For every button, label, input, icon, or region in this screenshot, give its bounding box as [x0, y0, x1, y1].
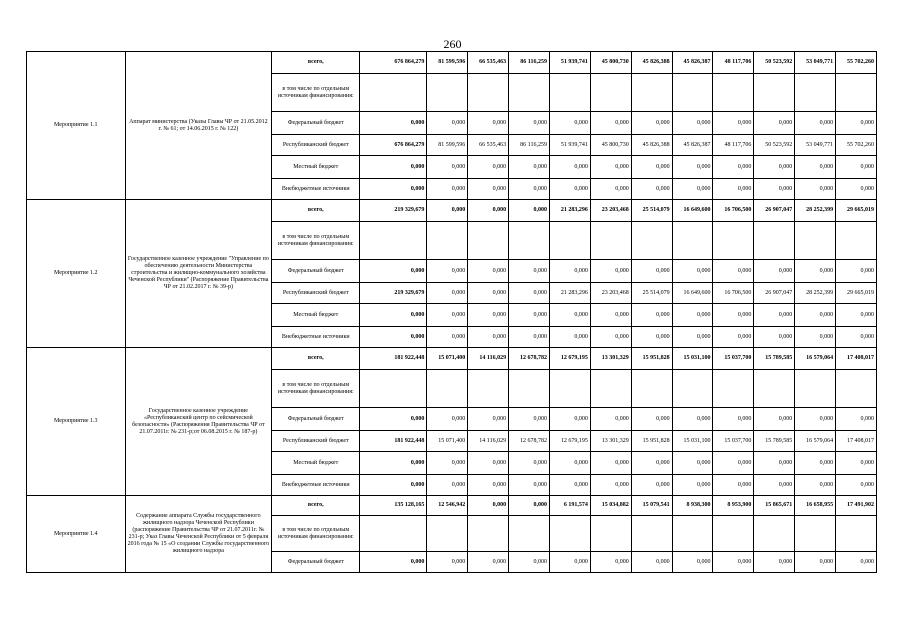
year-value-cell: 0,000: [795, 304, 836, 327]
year-value-cell: 23 203,468: [590, 283, 631, 304]
year-value-cell: 0,000: [836, 304, 877, 327]
year-value-cell: 0,000: [509, 475, 550, 496]
year-value-cell: 0,000: [795, 260, 836, 283]
funding-source-cell: Федеральный бюджет: [272, 260, 360, 283]
year-value-cell: [795, 74, 836, 112]
year-value-cell: 0,000: [590, 452, 631, 475]
total-cell: 181 922,448: [360, 431, 427, 452]
year-value-cell: [754, 370, 795, 408]
year-value-cell: [509, 516, 550, 552]
year-value-cell: 50 523,592: [754, 135, 795, 156]
year-value-cell: 86 116,259: [509, 135, 550, 156]
year-value-cell: 66 535,463: [468, 52, 509, 74]
year-value-cell: 55 702,260: [836, 52, 877, 74]
year-value-cell: 50 523,592: [754, 52, 795, 74]
year-value-cell: 0,000: [713, 552, 754, 573]
year-value-cell: 15 037,700: [713, 348, 754, 370]
year-value-cell: 0,000: [836, 452, 877, 475]
year-value-cell: 0,000: [590, 552, 631, 573]
year-value-cell: 14 116,029: [468, 348, 509, 370]
year-value-cell: 16 579,064: [795, 348, 836, 370]
year-value-cell: [468, 370, 509, 408]
year-value-cell: [836, 74, 877, 112]
year-value-cell: 0,000: [836, 408, 877, 431]
year-value-cell: 16 706,500: [713, 200, 754, 222]
year-value-cell: 0,000: [631, 475, 672, 496]
year-value-cell: [590, 516, 631, 552]
year-value-cell: [672, 370, 713, 408]
total-cell: 0,000: [360, 327, 427, 348]
year-value-cell: [754, 222, 795, 260]
year-value-cell: 0,000: [754, 452, 795, 475]
year-value-cell: 15 789,585: [754, 348, 795, 370]
year-value-cell: 0,000: [468, 200, 509, 222]
table-row: [27, 496, 877, 516]
year-value-cell: 0,000: [631, 260, 672, 283]
year-value-cell: 0,000: [427, 260, 468, 283]
year-value-cell: 0,000: [754, 304, 795, 327]
year-value-cell: [754, 516, 795, 552]
year-value-cell: 0,000: [713, 452, 754, 475]
year-value-cell: 29 665,019: [836, 200, 877, 222]
total-cell: 676 864,279: [360, 135, 427, 156]
year-value-cell: 0,000: [509, 304, 550, 327]
year-value-cell: 12 678,782: [509, 348, 550, 370]
year-value-cell: 0,000: [836, 327, 877, 348]
year-value-cell: 53 049,771: [795, 52, 836, 74]
year-value-cell: [590, 370, 631, 408]
year-value-cell: 0,000: [836, 260, 877, 283]
funding-source-cell: Федеральный бюджет: [272, 408, 360, 431]
year-value-cell: 0,000: [549, 304, 590, 327]
budget-table: [26, 51, 877, 573]
executor-cell: Государственное казенное учреждение "Управление по обеспечению деятельности Министерства строительства и жилищно-коммунального хозяйства Чеченской Республики" (Распоряжение Правительства ЧР от 21.02.2017 г. № 39-р): [125, 200, 272, 348]
year-value-cell: [427, 74, 468, 112]
year-value-cell: 0,000: [795, 408, 836, 431]
total-cell: 0,000: [360, 452, 427, 475]
measure-cell: Мероприятие 1.3: [27, 348, 126, 496]
year-value-cell: 0,000: [427, 283, 468, 304]
year-value-cell: 13 301,329: [590, 348, 631, 370]
measure-cell: Мероприятие 1.2: [27, 200, 126, 348]
year-value-cell: 0,000: [672, 452, 713, 475]
year-value-cell: 12 679,195: [549, 348, 590, 370]
funding-source-cell: в том числе по отдельным источникам финансирования:: [272, 74, 360, 112]
total-cell: 0,000: [360, 179, 427, 200]
year-value-cell: 0,000: [468, 552, 509, 573]
funding-source-cell: Республиканский бюджет: [272, 283, 360, 304]
year-value-cell: 12 679,195: [549, 431, 590, 452]
year-value-cell: 0,000: [427, 552, 468, 573]
year-value-cell: [713, 222, 754, 260]
funding-source-cell: Республиканский бюджет: [272, 431, 360, 452]
year-value-cell: 0,000: [468, 452, 509, 475]
funding-source-cell: в том числе по отдельным источникам финансирования:: [272, 370, 360, 408]
total-cell: 0,000: [360, 304, 427, 327]
total-cell: 0,000: [360, 475, 427, 496]
year-value-cell: [795, 516, 836, 552]
year-value-cell: 0,000: [754, 327, 795, 348]
year-value-cell: 0,000: [754, 552, 795, 573]
year-value-cell: [672, 516, 713, 552]
year-value-cell: [836, 222, 877, 260]
year-value-cell: 15 865,671: [754, 496, 795, 516]
year-value-cell: 0,000: [672, 408, 713, 431]
year-value-cell: 86 116,259: [509, 52, 550, 74]
year-value-cell: 0,000: [509, 112, 550, 135]
year-value-cell: 0,000: [549, 327, 590, 348]
year-value-cell: 16 658,955: [795, 496, 836, 516]
year-value-cell: 28 252,399: [795, 200, 836, 222]
year-value-cell: 0,000: [754, 408, 795, 431]
year-value-cell: 0,000: [427, 200, 468, 222]
year-value-cell: [549, 74, 590, 112]
year-value-cell: 0,000: [672, 156, 713, 179]
year-value-cell: 0,000: [672, 112, 713, 135]
year-value-cell: [795, 222, 836, 260]
year-value-cell: [549, 222, 590, 260]
year-value-cell: 48 117,706: [713, 52, 754, 74]
year-value-cell: 0,000: [549, 475, 590, 496]
year-value-cell: 15 951,828: [631, 431, 672, 452]
year-value-cell: [509, 222, 550, 260]
year-value-cell: 0,000: [590, 112, 631, 135]
year-value-cell: 0,000: [468, 179, 509, 200]
measure-cell: Мероприятие 1.1: [27, 52, 126, 200]
total-cell: [360, 222, 427, 260]
table-row: [27, 200, 877, 222]
year-value-cell: 0,000: [468, 496, 509, 516]
year-value-cell: 45 800,730: [590, 135, 631, 156]
executor-cell: Аппарат министерства (Указы Главы ЧР от 21.05.2012 г. № 61; от 14.06.2015 г. № 122): [125, 52, 272, 200]
year-value-cell: 0,000: [631, 408, 672, 431]
year-value-cell: 0,000: [468, 304, 509, 327]
year-value-cell: [427, 370, 468, 408]
year-value-cell: [713, 516, 754, 552]
funding-source-cell: всего,: [272, 348, 360, 370]
year-value-cell: [631, 370, 672, 408]
year-value-cell: 0,000: [754, 475, 795, 496]
year-value-cell: 0,000: [427, 304, 468, 327]
year-value-cell: [672, 74, 713, 112]
funding-source-cell: всего,: [272, 200, 360, 222]
funding-source-cell: Республиканский бюджет: [272, 135, 360, 156]
funding-source-cell: Местный бюджет: [272, 452, 360, 475]
funding-source-cell: всего,: [272, 496, 360, 516]
year-value-cell: [549, 370, 590, 408]
year-value-cell: [468, 222, 509, 260]
year-value-cell: 15 034,882: [590, 496, 631, 516]
year-value-cell: 25 514,079: [631, 200, 672, 222]
year-value-cell: 16 706,500: [713, 283, 754, 304]
year-value-cell: 17 491,902: [836, 496, 877, 516]
year-value-cell: 0,000: [631, 304, 672, 327]
year-value-cell: 15 071,400: [427, 431, 468, 452]
year-value-cell: 81 599,596: [427, 135, 468, 156]
year-value-cell: 0,000: [713, 179, 754, 200]
year-value-cell: 0,000: [631, 327, 672, 348]
year-value-cell: 0,000: [754, 156, 795, 179]
year-value-cell: 28 252,399: [795, 283, 836, 304]
year-value-cell: 0,000: [509, 283, 550, 304]
year-value-cell: 21 283,296: [549, 283, 590, 304]
year-value-cell: 15 789,585: [754, 431, 795, 452]
year-value-cell: 0,000: [509, 496, 550, 516]
year-value-cell: 0,000: [549, 452, 590, 475]
year-value-cell: 0,000: [836, 552, 877, 573]
funding-source-cell: Местный бюджет: [272, 156, 360, 179]
year-value-cell: 0,000: [713, 304, 754, 327]
year-value-cell: [509, 74, 550, 112]
year-value-cell: 51 939,741: [549, 135, 590, 156]
year-value-cell: 0,000: [509, 156, 550, 179]
total-cell: [360, 516, 427, 552]
year-value-cell: 0,000: [795, 452, 836, 475]
year-value-cell: 0,000: [549, 260, 590, 283]
year-value-cell: 0,000: [468, 283, 509, 304]
total-cell: 676 864,279: [360, 52, 427, 74]
year-value-cell: 0,000: [754, 112, 795, 135]
year-value-cell: 53 049,771: [795, 135, 836, 156]
year-value-cell: 0,000: [713, 408, 754, 431]
year-value-cell: 0,000: [836, 112, 877, 135]
year-value-cell: 0,000: [672, 552, 713, 573]
year-value-cell: 0,000: [754, 260, 795, 283]
year-value-cell: 0,000: [590, 156, 631, 179]
year-value-cell: 0,000: [590, 260, 631, 283]
year-value-cell: [672, 222, 713, 260]
total-cell: 0,000: [360, 552, 427, 573]
year-value-cell: [468, 516, 509, 552]
year-value-cell: [631, 516, 672, 552]
funding-source-cell: Внебюджетные источники: [272, 475, 360, 496]
year-value-cell: 0,000: [468, 327, 509, 348]
year-value-cell: 66 535,463: [468, 135, 509, 156]
year-value-cell: 45 800,730: [590, 52, 631, 74]
year-value-cell: 0,000: [590, 408, 631, 431]
year-value-cell: 0,000: [468, 408, 509, 431]
year-value-cell: 0,000: [468, 475, 509, 496]
year-value-cell: 0,000: [509, 179, 550, 200]
total-cell: [360, 74, 427, 112]
year-value-cell: 29 665,019: [836, 283, 877, 304]
year-value-cell: 0,000: [795, 552, 836, 573]
year-value-cell: 6 191,574: [549, 496, 590, 516]
year-value-cell: 0,000: [549, 552, 590, 573]
funding-source-cell: Внебюджетные источники: [272, 327, 360, 348]
year-value-cell: 0,000: [427, 408, 468, 431]
year-value-cell: 0,000: [590, 304, 631, 327]
year-value-cell: 15 951,828: [631, 348, 672, 370]
year-value-cell: 16 649,600: [672, 283, 713, 304]
total-cell: 219 329,679: [360, 200, 427, 222]
year-value-cell: 0,000: [427, 475, 468, 496]
year-value-cell: 0,000: [509, 260, 550, 283]
year-value-cell: [713, 74, 754, 112]
total-cell: 181 922,448: [360, 348, 427, 370]
year-value-cell: 0,000: [631, 452, 672, 475]
year-value-cell: 0,000: [631, 112, 672, 135]
year-value-cell: 0,000: [795, 179, 836, 200]
year-value-cell: 0,000: [427, 327, 468, 348]
year-value-cell: 0,000: [672, 179, 713, 200]
year-value-cell: 51 939,741: [549, 52, 590, 74]
year-value-cell: 0,000: [672, 260, 713, 283]
funding-source-cell: всего,: [272, 52, 360, 74]
year-value-cell: 0,000: [509, 200, 550, 222]
year-value-cell: 8 953,900: [713, 496, 754, 516]
year-value-cell: 8 938,300: [672, 496, 713, 516]
year-value-cell: 0,000: [590, 475, 631, 496]
year-value-cell: 0,000: [836, 156, 877, 179]
total-cell: 135 128,165: [360, 496, 427, 516]
year-value-cell: 48 117,706: [713, 135, 754, 156]
year-value-cell: 0,000: [672, 475, 713, 496]
year-value-cell: 23 203,468: [590, 200, 631, 222]
year-value-cell: 15 031,100: [672, 348, 713, 370]
year-value-cell: 0,000: [427, 156, 468, 179]
funding-source-cell: Местный бюджет: [272, 304, 360, 327]
year-value-cell: 45 826,387: [672, 135, 713, 156]
year-value-cell: 0,000: [427, 452, 468, 475]
funding-source-cell: Внебюджетные источники: [272, 179, 360, 200]
total-cell: [360, 370, 427, 408]
year-value-cell: 0,000: [713, 475, 754, 496]
year-value-cell: 0,000: [795, 327, 836, 348]
year-value-cell: 15 037,700: [713, 431, 754, 452]
funding-source-cell: в том числе по отдельным источникам финансирования:: [272, 222, 360, 260]
year-value-cell: 0,000: [795, 475, 836, 496]
year-value-cell: 16 649,600: [672, 200, 713, 222]
year-value-cell: 0,000: [836, 179, 877, 200]
total-cell: 0,000: [360, 260, 427, 283]
year-value-cell: 12 678,782: [509, 431, 550, 452]
year-value-cell: 15 031,100: [672, 431, 713, 452]
year-value-cell: 45 826,387: [672, 52, 713, 74]
total-cell: 0,000: [360, 156, 427, 179]
year-value-cell: 45 826,388: [631, 135, 672, 156]
table-row: [27, 52, 877, 74]
year-value-cell: 25 514,079: [631, 283, 672, 304]
year-value-cell: 0,000: [427, 179, 468, 200]
year-value-cell: 15 079,541: [631, 496, 672, 516]
year-value-cell: 55 702,260: [836, 135, 877, 156]
year-value-cell: 0,000: [713, 260, 754, 283]
year-value-cell: [795, 370, 836, 408]
funding-source-cell: Федеральный бюджет: [272, 552, 360, 573]
year-value-cell: 0,000: [468, 156, 509, 179]
total-cell: 0,000: [360, 112, 427, 135]
year-value-cell: 0,000: [795, 156, 836, 179]
year-value-cell: [427, 222, 468, 260]
year-value-cell: 0,000: [549, 179, 590, 200]
year-value-cell: 13 301,329: [590, 431, 631, 452]
year-value-cell: 0,000: [754, 179, 795, 200]
year-value-cell: 0,000: [427, 112, 468, 135]
year-value-cell: 81 599,596: [427, 52, 468, 74]
year-value-cell: 0,000: [549, 112, 590, 135]
year-value-cell: 26 907,047: [754, 200, 795, 222]
year-value-cell: 0,000: [631, 179, 672, 200]
year-value-cell: 21 283,296: [549, 200, 590, 222]
year-value-cell: 0,000: [468, 260, 509, 283]
year-value-cell: 0,000: [836, 475, 877, 496]
year-value-cell: [836, 516, 877, 552]
year-value-cell: 16 579,064: [795, 431, 836, 452]
year-value-cell: 0,000: [672, 327, 713, 348]
year-value-cell: 0,000: [590, 179, 631, 200]
measure-cell: Мероприятие 1.4: [27, 496, 126, 573]
year-value-cell: [468, 74, 509, 112]
year-value-cell: 0,000: [713, 156, 754, 179]
year-value-cell: 45 826,388: [631, 52, 672, 74]
year-value-cell: 0,000: [509, 452, 550, 475]
year-value-cell: [590, 74, 631, 112]
year-value-cell: [590, 222, 631, 260]
year-value-cell: [631, 222, 672, 260]
year-value-cell: 0,000: [713, 112, 754, 135]
year-value-cell: 0,000: [590, 327, 631, 348]
year-value-cell: 15 071,400: [427, 348, 468, 370]
year-value-cell: 0,000: [672, 304, 713, 327]
year-value-cell: 0,000: [509, 327, 550, 348]
total-cell: 0,000: [360, 408, 427, 431]
year-value-cell: 0,000: [795, 112, 836, 135]
year-value-cell: 0,000: [468, 112, 509, 135]
year-value-cell: 26 907,047: [754, 283, 795, 304]
executor-cell: Государственное казенное учреждение «Республиканский центр по сейсмической безопасности» (Распоряжения Правительства ЧР от 21.07.2011г. № 231-р;от 06.08.2015 г. № 187-р): [125, 348, 272, 496]
year-value-cell: [509, 370, 550, 408]
year-value-cell: 0,000: [631, 552, 672, 573]
year-value-cell: [713, 370, 754, 408]
year-value-cell: 0,000: [509, 552, 550, 573]
year-value-cell: 12 546,942: [427, 496, 468, 516]
year-value-cell: [631, 74, 672, 112]
year-value-cell: 17 408,017: [836, 431, 877, 452]
funding-source-cell: в том числе по отдельным источникам финансирования:: [272, 516, 360, 552]
year-value-cell: 0,000: [549, 408, 590, 431]
year-value-cell: 14 116,029: [468, 431, 509, 452]
year-value-cell: [836, 370, 877, 408]
year-value-cell: 0,000: [713, 327, 754, 348]
total-cell: 219 329,679: [360, 283, 427, 304]
year-value-cell: 0,000: [631, 156, 672, 179]
year-value-cell: [427, 516, 468, 552]
funding-source-cell: Федеральный бюджет: [272, 112, 360, 135]
year-value-cell: 17 408,017: [836, 348, 877, 370]
year-value-cell: [754, 74, 795, 112]
year-value-cell: [549, 516, 590, 552]
executor-cell: Содержание аппарата Службы государственного жилищного надзора Чеченской Республики (распоряжение Правительства ЧР от 21.07.2011г. № 231-р; Указ Главы Чеченской Республики от 5 февраля 2016 года № 15 «О создании Службы государственного жилищного надзора: [125, 496, 272, 573]
page-number: 260: [443, 37, 462, 51]
year-value-cell: 0,000: [509, 408, 550, 431]
table-row: [27, 348, 877, 370]
year-value-cell: 0,000: [549, 156, 590, 179]
